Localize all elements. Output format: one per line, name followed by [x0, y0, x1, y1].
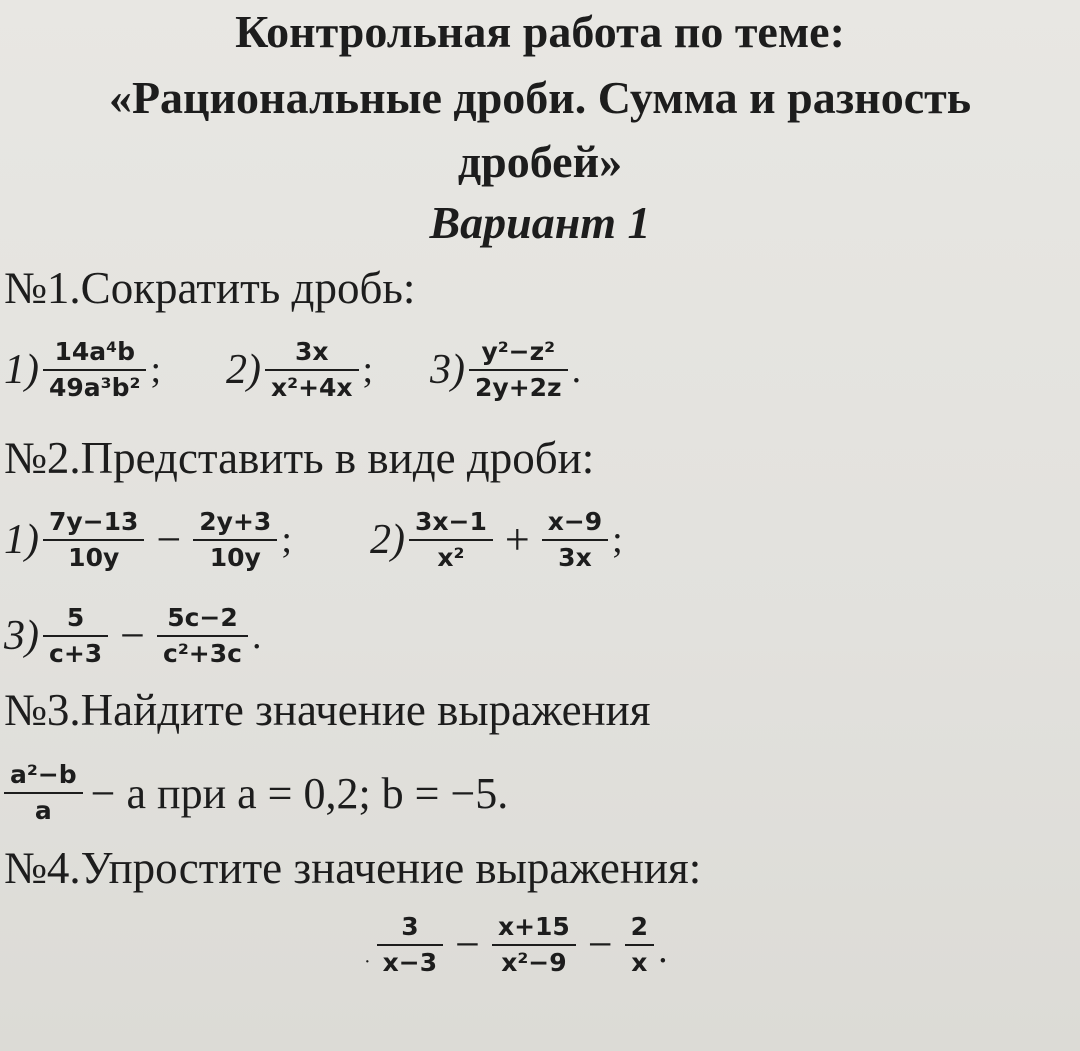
fraction-bar [542, 539, 608, 541]
fraction-bar [377, 944, 443, 946]
denominator: 3x [558, 543, 592, 572]
fraction-bar [625, 944, 654, 946]
punctuation: ; [150, 349, 162, 391]
fraction [377, 912, 443, 978]
numerator: 5 [66, 603, 85, 632]
fraction [265, 337, 359, 403]
fraction-bar [492, 944, 576, 946]
fraction [193, 507, 277, 573]
variant-heading: Вариант 1 [429, 197, 651, 248]
denominator: x²−9 [501, 948, 567, 977]
numerator: 2 [630, 912, 649, 941]
denominator: 10y [209, 543, 261, 572]
fraction [492, 912, 576, 978]
numerator: x−9 [547, 507, 603, 536]
task2-item-2 [370, 500, 623, 580]
operator: − [455, 920, 480, 969]
numerator: 5c−2 [167, 603, 238, 632]
item-index: 3) [4, 613, 39, 659]
numerator: x+15 [497, 912, 570, 941]
fraction-bar [469, 369, 568, 371]
task2-item-1 [4, 500, 292, 580]
fraction-bar [409, 539, 493, 541]
fraction [4, 760, 83, 826]
title-line-1: Контрольная работа по теме: [235, 6, 845, 57]
task2-item-3 [4, 596, 261, 676]
denominator: x²+4x [271, 373, 353, 402]
fraction-bar [43, 369, 146, 371]
fraction-bar [157, 635, 248, 637]
fraction [43, 603, 108, 669]
task4-expression [364, 900, 668, 990]
fraction-bar [193, 539, 277, 541]
task1-item-1 [4, 330, 161, 410]
task2-heading: №2.Представить в виде дроби: [4, 433, 595, 483]
item-index: 3) [430, 347, 465, 393]
item-index: 2) [370, 517, 405, 563]
fraction [469, 337, 568, 403]
task1-item-3 [430, 330, 581, 410]
fraction-bar [43, 539, 144, 541]
title-line-2: «Рациональные дроби. Сумма и разность [108, 72, 972, 123]
numerator: 3 [401, 912, 419, 941]
item-index: 1) [4, 517, 39, 563]
denominator: x [631, 948, 648, 977]
punctuation: ; [612, 519, 623, 561]
numerator: 3x−1 [415, 507, 487, 536]
denominator: c²+3c [163, 639, 242, 668]
operator: + [504, 515, 530, 564]
fraction [409, 507, 493, 573]
task3-condition: − a при a = 0,2; b = −5. [90, 768, 509, 818]
task3-expression [2, 748, 508, 838]
denominator: 49a³b² [49, 373, 141, 402]
fraction [43, 507, 144, 573]
punctuation: ; [281, 519, 292, 561]
task1-heading: №1.Сократить дробь: [4, 263, 416, 313]
numerator: a²−b [10, 760, 77, 789]
numerator: 2y+3 [199, 507, 272, 536]
fraction-bar [4, 792, 83, 794]
numerator: 14a⁴b [54, 337, 135, 366]
denominator: c+3 [49, 639, 103, 668]
task3-heading: №3.Найдите значение выражения [4, 685, 651, 735]
punctuation: ; [362, 349, 374, 391]
fraction-bar [43, 635, 108, 637]
operator: − [120, 611, 145, 660]
fraction [625, 912, 654, 978]
denominator: x² [437, 543, 465, 572]
numerator: 7y−13 [49, 507, 139, 536]
task4-heading: №4.Упростите значение выражения: [4, 843, 702, 893]
punctuation: . [658, 929, 668, 971]
fraction [542, 507, 608, 573]
denominator: 2y+2z [475, 373, 562, 402]
fraction-bar [265, 369, 359, 371]
denominator: x−3 [382, 948, 438, 977]
task1-item-2 [226, 330, 373, 410]
stray-dot: · [364, 951, 371, 973]
title-line-3: дробей» [457, 136, 623, 187]
item-index: 1) [4, 347, 39, 393]
punctuation: . [251, 615, 262, 657]
fraction [43, 337, 146, 403]
fraction [157, 603, 248, 669]
operator: − [156, 515, 182, 564]
denominator: 10y [68, 543, 120, 572]
numerator: y²−z² [481, 337, 556, 366]
numerator: 3x [295, 337, 329, 366]
operator: − [587, 920, 613, 969]
denominator: a [34, 796, 52, 825]
item-index: 2) [226, 347, 261, 393]
punctuation: . [571, 349, 582, 391]
